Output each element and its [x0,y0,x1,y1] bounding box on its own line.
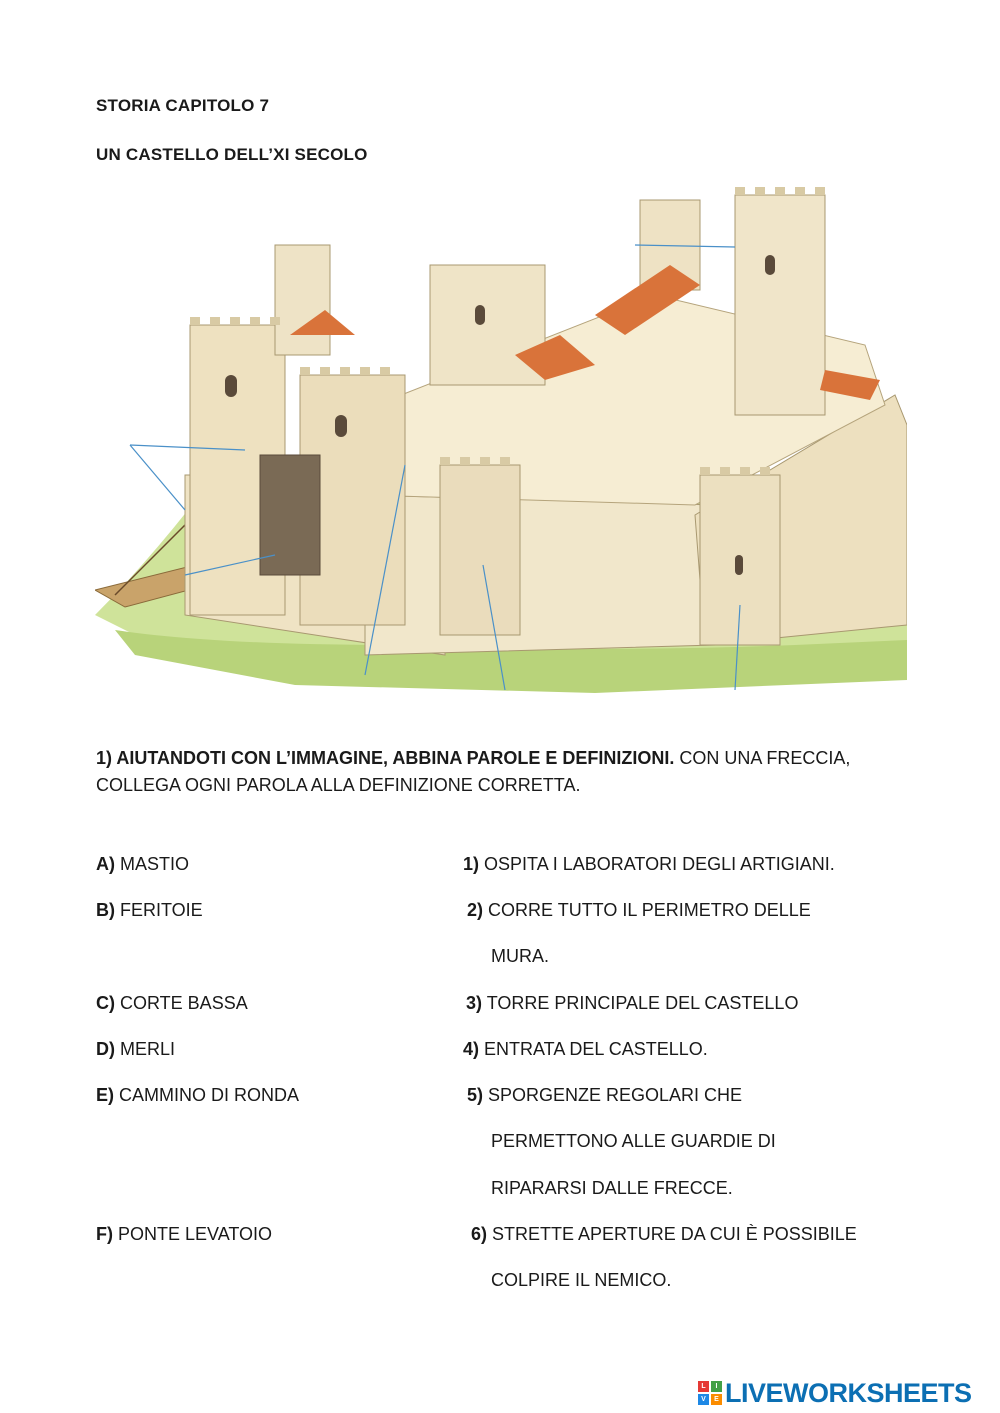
word-item[interactable] [96,1085,299,1106]
definition-number: 6) [471,1224,488,1244]
word-text: MASTIO [115,854,190,874]
instructions-rest: CON UNA FRECCIA, COLLEGA OGNI PAROLA ALLA DEFINIZIONE CORRETTA. [96,748,851,795]
word-item[interactable] [96,993,248,1014]
page-subtitle: UN CASTELLO DELL’XI SECOLO [96,145,368,164]
definition-item[interactable] [463,854,835,875]
logo-letter: I [711,1381,722,1392]
definition-continuation: COLPIRE IL NEMICO. [491,1270,672,1290]
definition-text: OSPITA I LABORATORI DEGLI ARTIGIANI. [479,854,835,874]
word-item[interactable] [96,900,203,921]
word-text: FERITOIE [115,900,203,920]
definition-item[interactable] [467,900,811,921]
definition-item[interactable] [463,1039,708,1060]
definition-number: 1) [463,854,480,874]
word-text: MERLI [115,1039,176,1059]
definition-number: 2) [467,900,484,920]
word-letter: D) [96,1039,115,1059]
word-letter: A) [96,854,115,874]
liveworksheets-brand[interactable] [698,1378,972,1408]
definition-continuation: RIPARARSI DALLE FRECCE. [491,1178,733,1198]
liveworksheets-logo-icon [698,1381,722,1405]
word-item[interactable] [96,1224,272,1245]
brand-name: LIVEWORKSHEETS [725,1377,972,1408]
word-letter: F) [96,1224,113,1244]
word-item[interactable] [96,1039,175,1060]
definition-continuation: MURA. [491,946,549,966]
word-letter: B) [96,900,115,920]
definition-item[interactable] [471,1224,857,1245]
definition-item[interactable] [467,1085,742,1106]
logo-letter: E [711,1394,722,1405]
word-letter: C) [96,993,115,1013]
definition-number: 5) [467,1085,484,1105]
definition-item[interactable] [466,993,798,1014]
definition-text: TORRE PRINCIPALE DEL CASTELLO [482,993,799,1013]
definition-continuation: PERMETTONO ALLE GUARDIE DI [491,1131,776,1151]
definition-number: 3) [466,993,483,1013]
castle-illustration [95,175,907,695]
exercise-instructions [96,745,896,799]
word-text: CAMMINO DI RONDA [114,1085,300,1105]
definition-number: 4) [463,1039,480,1059]
word-text: CORTE BASSA [115,993,248,1013]
definition-text: STRETTE APERTURE DA CUI È POSSIBILE [487,1224,857,1244]
definition-text: SPORGENZE REGOLARI CHE [483,1085,743,1105]
instructions-bold: 1) AIUTANDOTI CON L’IMMAGINE, ABBINA PAROLE E DEFINIZIONI. [96,748,675,768]
definition-text: ENTRATA DEL CASTELLO. [479,1039,708,1059]
page-title: STORIA CAPITOLO 7 [96,96,270,115]
word-text: PONTE LEVATOIO [113,1224,273,1244]
word-letter: E) [96,1085,114,1105]
definition-text: CORRE TUTTO IL PERIMETRO DELLE [483,900,811,920]
word-item[interactable] [96,854,189,875]
logo-letter: V [698,1394,709,1405]
logo-letter: L [698,1381,709,1392]
